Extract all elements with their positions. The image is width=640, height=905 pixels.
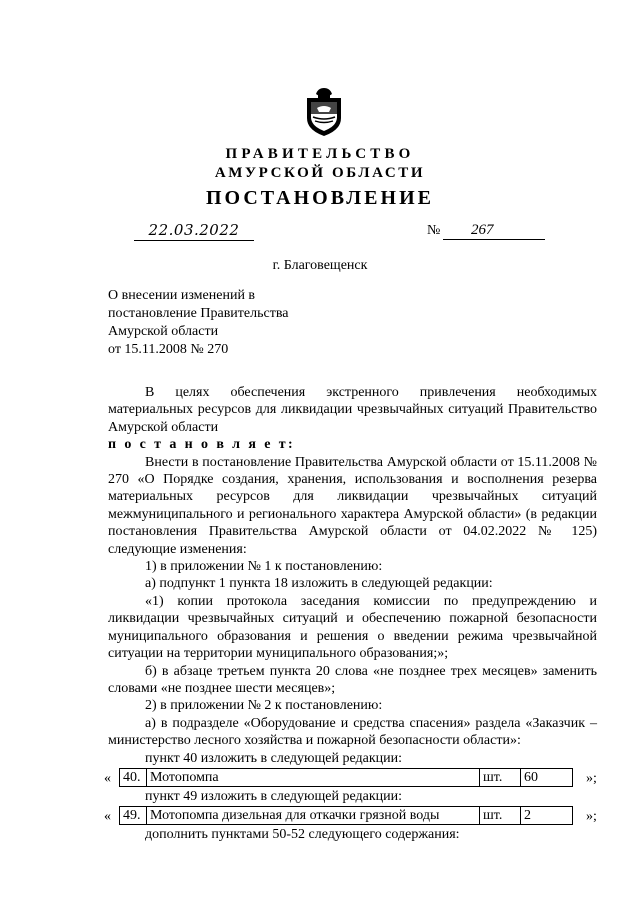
body-paragraph: б) в абзаце третьем пункта 20 слова «не позднее трех месяцев» заменить словами «не позднее шести месяцев»;: [108, 663, 597, 696]
row-quantity-cell: 60: [520, 768, 573, 787]
body-paragraph: 2) в приложении № 2 к постановлению:: [145, 698, 383, 714]
body-paragraph: Внести в постановление Правительства Амурской области от 15.11.2008 № 270 «О Порядке создания, хранения, использования и восполнения резерва материальных ресурсов для ликвидации чрезвычайных ситуаций межмуниципального и регионального характера Амурской области» (в редакции постановления Правительства Амурской области от 04.02.2022 № 125) следующие изменения:: [108, 454, 597, 557]
row-name-cell: Мотопомпа: [146, 768, 480, 787]
document-type-title: ПОСТАНОВЛЕНИЕ: [206, 187, 434, 209]
opening-quote: «: [104, 770, 111, 786]
row-number-cell: 49.: [119, 806, 147, 825]
row-unit-cell: шт.: [479, 806, 521, 825]
preamble-paragraph: В целях обеспечения экстренного привлечения необходимых материальных ресурсов для ликвидации чрезвычайных ситуаций Правительство Амурской области: [108, 385, 597, 435]
subject-line: от 15.11.2008 № 270: [108, 342, 229, 357]
closing-quote: »;: [586, 770, 597, 786]
document-body: [104, 384, 597, 844]
resolves-word: п о с т а н о в л я е т:: [108, 437, 296, 453]
body-paragraph: «1) копии протокола заседания комиссии по предупреждению и ликвидации чрезвычайных ситуаций и обеспечению пожарной безопасности муниципального образования и решения о введении режима чрезвычайной ситуации на территории муниципального образования;»;: [108, 593, 597, 662]
row-name-cell: Мотопомпа дизельная для откачки грязной воды: [146, 806, 480, 825]
subject-block: [108, 287, 288, 359]
row-quantity-cell: 2: [520, 806, 573, 825]
amur-region-coat-of-arms-icon: [302, 86, 346, 138]
body-paragraph: а) подпункт 1 пункта 18 изложить в следующей редакции:: [145, 576, 493, 592]
government-heading: ПРАВИТЕЛЬСТВО: [225, 146, 415, 162]
city-line: г. Благовещенск: [272, 258, 368, 273]
body-paragraph: пункт 49 изложить в следующей редакции:: [145, 788, 402, 804]
table-row: [104, 768, 597, 788]
body-paragraph: дополнить пунктами 50-52 следующего содержания:: [145, 827, 460, 843]
body-paragraph: а) в подразделе «Оборудование и средства спасения» раздела «Заказчик – министерство лесного хозяйства и пожарной безопасности области»:: [108, 715, 597, 749]
subject-line: О внесении изменений в: [108, 288, 256, 303]
subject-line: Амурской области: [108, 324, 219, 339]
opening-quote: «: [104, 809, 111, 825]
document-date: 22.03.2022: [134, 220, 254, 241]
document-number: 267: [443, 220, 545, 240]
region-heading: АМУРСКОЙ ОБЛАСТИ: [214, 165, 426, 181]
body-paragraph: пункт 40 изложить в следующей редакции:: [145, 750, 402, 766]
row-number-cell: 40.: [119, 768, 147, 787]
closing-quote: »;: [586, 809, 597, 825]
table-row: [104, 806, 597, 826]
number-label: №: [427, 223, 441, 238]
body-paragraph: 1) в приложении № 1 к постановлению:: [145, 559, 383, 575]
row-unit-cell: шт.: [479, 768, 521, 787]
subject-line: постановление Правительства: [108, 306, 289, 321]
